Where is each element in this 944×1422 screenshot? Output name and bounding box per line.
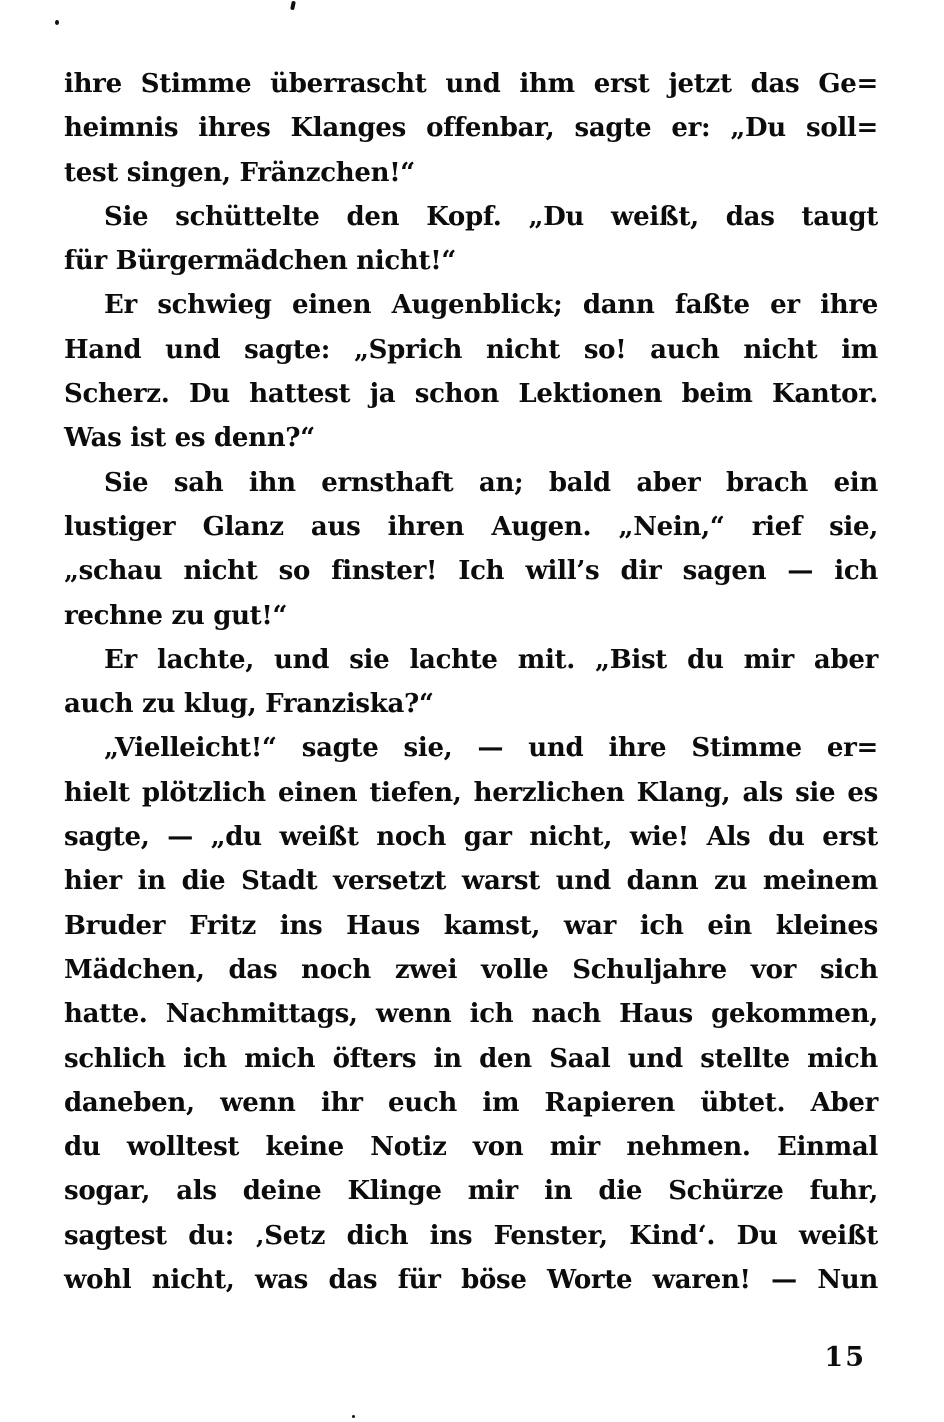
text-line: ihre Stimme überrascht und ihm erst jetzt das Ge= <box>64 69 878 99</box>
text-line: test singen, Fränzchen!“ <box>64 157 415 188</box>
scan-speck-icon <box>55 20 59 25</box>
page-number: 15 <box>824 1342 866 1373</box>
text-line: hielt plötzlich einen tiefen, herzlichen Klang, als sie es <box>64 777 878 808</box>
text-line: hatte. Nachmittags, wenn ich nach Haus gekommen, <box>64 999 878 1030</box>
text-line: wohl nicht, was das für böse Worte waren! — Nun <box>64 1265 878 1296</box>
text-line: heimnis ihres Klanges offenbar, sagte er: „Du soll= <box>64 113 878 144</box>
text-line: für Bürgermädchen nicht!“ <box>64 246 456 277</box>
scan-speck-icon <box>290 1 296 11</box>
text-line: rechne zu gut!“ <box>64 600 288 631</box>
text-line: hier in die Stadt versetzt warst und dann zu meinem <box>64 866 878 897</box>
body-text <box>64 62 878 1302</box>
text-line: Mädchen, das noch zwei volle Schuljahre vor sich <box>64 954 878 985</box>
text-line: Bruder Fritz ins Haus kamst, war ich ein kleines <box>64 910 878 941</box>
text-line: sagte, — „du weißt noch gar nicht, wie! Als du erst <box>64 822 878 853</box>
text-line: „Vielleicht!“ sagte sie, — und ihre Stimme er= <box>104 733 878 764</box>
text-line: du wolltest keine Notiz von mir nehmen. Einmal <box>64 1132 878 1163</box>
text-line: sogar, als deine Klinge mir in die Schürze fuhr, <box>64 1176 878 1207</box>
text-line: lustiger Glanz aus ihren Augen. „Nein,“ rief sie, <box>64 511 878 542</box>
text-line: Sie schüttelte den Kopf. „Du weißt, das taugt <box>104 201 878 232</box>
text-line: schlich ich mich öfters in den Saal und stellte mich <box>64 1043 878 1074</box>
text-line: Scherz. Du hattest ja schon Lektionen beim Kantor. <box>64 379 878 410</box>
text-line: auch zu klug, Franziska?“ <box>64 689 434 720</box>
text-line: „schau nicht so finster! Ich will’s dir sagen — ich <box>64 556 878 587</box>
scan-speck-icon <box>352 1415 355 1418</box>
text-line: Was ist es denn?“ <box>64 423 315 454</box>
text-line: Sie sah ihn ernsthaft an; bald aber brach ein <box>104 467 878 498</box>
text-line: Er lachte, und sie lachte mit. „Bist du mir aber <box>104 644 878 675</box>
text-line: Er schwieg einen Augenblick; dann faßte er ihre <box>104 290 878 321</box>
text-line: Hand und sagte: „Sprich nicht so! auch nicht im <box>64 334 878 365</box>
text-line: sagtest du: ‚Setz dich ins Fenster, Kind‘. Du weißt <box>64 1220 878 1251</box>
text-line: daneben, wenn ihr euch im Rapieren übtet. Aber <box>64 1087 878 1118</box>
